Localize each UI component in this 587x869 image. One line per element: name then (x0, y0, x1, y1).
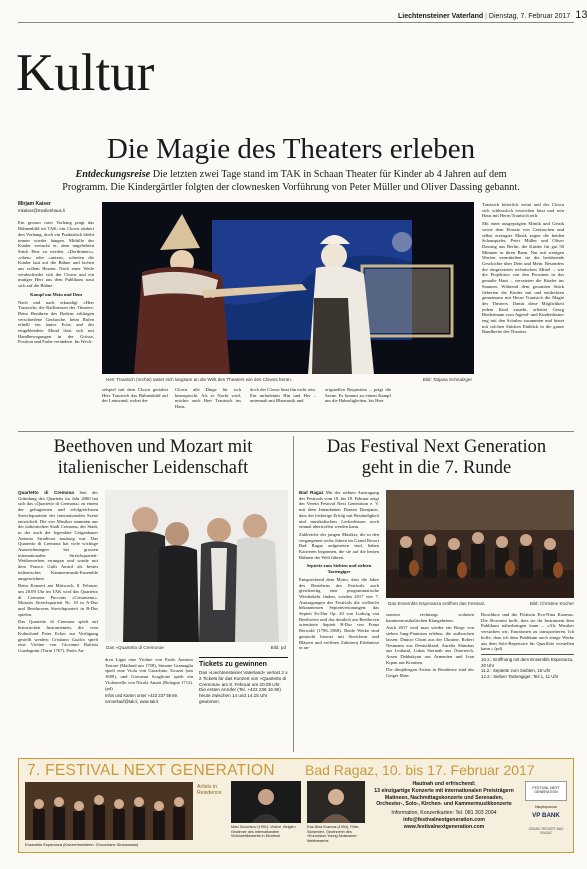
lead-col1-paragraph-2: Nach und nach erkundigt »Herr Trautsich« die Raffinessen des Theaters: Beim Berühren des Bodens erklingen verschiedene Geräusche, beim Rufen erhellt ein lautes Echo und der eingeblendete Mond lässt sich mit Handbewegungen in der Grösse, Position und Farbe verändern. Im Wech- (18, 299, 94, 345)
ticket-box-title: Tickets zu gewinnen (199, 661, 267, 668)
artist2-photo (307, 781, 365, 823)
lead-intro (60, 168, 522, 194)
article3-col1-paragraph-3: Entsprechend dem Motto, dass die Jahre des Bestehens des Festivals auch gleichzeitig eine programmatische Wiederkehr finden, werden 2017 vier 7. Austragungen des Festivals die vielleicht bekanntesten Septettvertonungen: das Septett Es-Dur Op. 20 von Ludwig van Beethoven und das deutlich am Beethoven orientierte Septett B-Dur von Franz Berwald (1796–1868). Beide Werke sind gemischt besetzt mit Streichern und Bläsern und eröffnen Zuhörern Erlebnisse in an- (299, 576, 379, 651)
resort-logo: GRAND RESORT BAD RAGAZ (528, 827, 564, 836)
ad-title: 7. FESTIVAL NEXT GENERATION (27, 762, 275, 779)
lead-column-3: Clown alle Dinge für sich beansprucht. Als es Nacht wird, möchte auch Herr Trautsich ins Haus, (175, 387, 241, 410)
article2-headline-line1: Beethoven und Mozart mit (53, 437, 253, 457)
page-number: 13 (575, 9, 587, 21)
article3-column-2 (386, 612, 474, 752)
ad-line: Orchester-, Solo-, Kirchen- und Kammermusikkonzerte (376, 801, 512, 808)
ad-line: www.festivalnextgeneration.com (403, 823, 485, 830)
lead-photo (102, 202, 474, 374)
vertical-rule (293, 436, 294, 752)
article3-photo-caption: Das Ensemble Esperanza eröffnet das Festival. (388, 601, 485, 606)
schedule-item: 12.2.: Sieben Tastengiger, Teil 1, 11 Uhr (481, 673, 559, 679)
article2-photo (105, 490, 288, 642)
festival-logo: FESTIVAL NEXT GENERATION (525, 781, 567, 801)
lead-column-6 (482, 202, 564, 428)
ticket-box-text: Das »Liechtensteiner Vaterland« verlost 2 x 2 Tickets für das Konzert von »Quartetto di Cremona« am 8. Februar um 20.09 Uhr. Die ersten Anrufer (Tel. +423 236 16 90) heute zwischen 14 und 14.15 Uhr gewinnen. (199, 670, 288, 704)
ad-photo-caption: Ensemble Esperanza (Konzertmeisterin: Chouchane Siranossian) (25, 842, 139, 847)
newspaper-name: Liechtensteiner Vaterland (398, 13, 484, 20)
article3-headline-line1: Das Festival Next Generation (326, 437, 547, 457)
lead-col1-paragraph: Ein grosser roter Vorhang prägt das Bühnenbild im TAK; ein Clown säubert den Vorhang, doch ein Punktstück bleibt immer wieder hängen. Mithilfe der Kinder versucht er, dem ungeliebten Stück Herr zu werden. »Dorthinters«, »oben« oder »unten«, schreien die Kinder laut auf die Bühne und lachen aus vollem Herzen. Nach einer Weile verabschiedet sich der Clown und ein mutiger Herr aus dem Publikum traut sich auf die Bühne. (18, 220, 94, 289)
article2-lead-bold: Quartetto di Cremona (18, 490, 74, 495)
sponsor-logo: VP BANK (532, 812, 560, 819)
ad-line: Hautnah und erfrischend: (412, 781, 476, 787)
schedule-item: 11.2.: Septette zum Siebten, 16 Uhr (481, 668, 551, 674)
lead-photo-credit: Bild: Tatjana Schnalzger (422, 377, 472, 382)
article2-col1-paragraph-2: Beim Konzert am Mittwoch, 8. Februar, um 20.09 Uhr im TAK wird das Quartetto di Cremona Puccinis »Crisantemi«, Mozarts Streichquartett Nr. 18 in A-Dur und Beethovens Streichquartett in B-Dur spielen. (18, 583, 98, 617)
lead-column-5: originellen Requisiten – prägt die Szene. Es kommt zu einem Kampf um die Habseligkeiten, bis Herr (325, 387, 391, 404)
article3-headline-line2: geht in die 7. Runde (361, 458, 512, 478)
ad-line: 13 einzigartige Konzerte mit internationalen Preisträgern (374, 787, 514, 794)
lead-headline: Die Magie des Theaters erleben (106, 133, 476, 165)
ad-artists-label: Artists in Residence (197, 784, 222, 797)
article3-column-1 (299, 490, 379, 752)
issue-date: Dienstag, 7. Februar 2017 (488, 13, 571, 20)
article3-col1-paragraph (299, 490, 379, 530)
article3-col1-paragraph-2: Zahlreiche der jungen Musiker, die in den vergangenen sechs Jahren im Grand Resort Bad Ragaz aufgetreten sind, haben Karrieren begonnen, die sie auf die besten Bühnen der Welt führen. (299, 531, 379, 560)
ad-line: info@festivalnextgeneration.com (403, 816, 485, 823)
article3-col2-paragraph-2: Auch 2017 wird man wieder ein Riege von sieben Jung-Pianisten erleben, die aufhorchen lassen: Dmitro Choni aus der Ukraine, Robert Neumann aus Deutschland, Aurelia Shimkus aus Lettland, Lukas Sternath aus Österreich, Arsen Dabbakyan aus Armenien und Ivan Krpan aus Kroatien. (386, 625, 474, 665)
artist2-caption: Eva-Nina Kozmus (1994), Flöte, Slowenien, Gewinnerin des »Eurovision Young Musicians« Wettbewerbs (307, 825, 360, 843)
article3-col2-paragraph-3: Die diesjährigen Artists in Residence sind der Geiger Marc (386, 667, 474, 679)
ad-dates: Bad Ragaz, 10. bis 17. Februar 2017 (305, 762, 535, 778)
article3-subheading: Septette zum Siebten und siebten Tastengiger (306, 563, 372, 575)
article2-photo-credit: Bild: pd (270, 645, 286, 650)
masthead-line: Liechtensteiner Vaterland | Dienstag, 7. Februar 2017 13 (398, 9, 587, 21)
author-email: mkaiser@medienhaus.li (18, 207, 65, 213)
lead-photo-caption: Herr Trautsich (rechts) tastet sich langsam an die Welt des Theaters wie des Clowns heran. (106, 377, 292, 382)
article3-column-3 (481, 612, 574, 752)
lead-column-2: selspiel mit dem Clown gestaltet Herr Trautsich das Bühnenbild auf der Leinwand, wobei der (102, 387, 168, 404)
lead-column-4: doch der Clown lässt ihn nicht rein. Ein turbulentes Hin und Her – untermalt mit Blasmusik und (250, 387, 316, 404)
schedule (481, 654, 574, 679)
artist1-caption: Marc Bouchkov (1991), Violine, Belgien. Gewinner des Internationalen Violinwettbewerbs in Montreal (231, 825, 297, 839)
article2-column-2 (105, 657, 193, 752)
article2-headline-line2: italienischer Leidenschaft (57, 458, 249, 478)
article3-col2-paragraph: sonsten rechtungs wohnten kammermusikalischen Klangebenen. (386, 612, 474, 623)
article2-photo-caption: Das »Quartetto di Cremona« (106, 645, 165, 650)
article3-col1-text: Mit der siebten Austragung des Festivals vom 10. bis 18. Februar zeigt der Verein Festival Next Generation e. V. mit dem Intendanten Drazen Domjanic, dass der bisherige Erfolg mit Beständigkeit und musikalischen Leckerbissen noch einmal übertroffen werden kann. (299, 490, 379, 530)
lead-kicker: Entdeckungsreise (75, 169, 151, 180)
article2-col2-paragraph: drea Lippi eine Violine von Paolo Antonio Testore (Mailand um 1758), Simone Gramaglia spielt eine Viola von Gioachino Torazzi (um 1680), und Giovanni Scaglione spielt ein Violoncello von Nicola Amati (Bologna 1712). (pd) (105, 657, 193, 691)
lead-col6-paragraph-2: Mit einer ausgeprägten Mimik und Gestik sowie dem Einsatz von Geräuschen und selbst erzeugter Musik zogen die beiden Schauspieler, Peter Müller und Oliver Dassing aus Berlin, die Kinder für gut 50 Minuten in ihren Bann. Nur mit wenigen Worten vermittelten sie die berührende Geschichte über Dein und Mein. Besonders die eingesetzten technischen Mittel – wie die Projektion von den Personen in das gemalte Haus – versetzten die Kinder ins Staunen. Während dem gesamten Stück fieberten die Kinder mit und entdeckten gemeinsam mit Herrn Trautsich die Magie des Theaters. Damit diese Möglichkeit jedem Kind zusteht, arbeitet Georg Biedermann vom Jugend- und Kindertheater eng mit den Schulen zusammen und bietet mit solchen Stücken Einblick in die ganze Bandbreite des Theaters. (482, 221, 564, 335)
ad-photo (25, 782, 193, 840)
article3-lead-bold: Bad Ragaz (299, 490, 324, 495)
lead-column-1 (18, 202, 94, 428)
festival-ad (18, 758, 574, 853)
ad-line: Information, Konzertkarten: Tel. 081 303 2004 (391, 810, 497, 817)
article2-column-1 (18, 490, 98, 752)
schedule-item: 10.2.: Eröffnung mit dem Ensemble Esperanza, 20 Uhr (481, 656, 574, 668)
article2-col1-text: Seit der Gründung des Quartetts im Jahr 2000 hat sich das »Quartetto di Cremona« zu einem der gefragtesten und erfolgreichsten Streichquartette der internationalen Szene entwickelt. Die vier Musiker stammen aus der italienischen Stadt Cremona, der Stadt, in der auch der legendäre Geigenbauer Antonio Stradivari ansässig war. Das Quartetto di Cremona hat viele wichtige Auszeichnungen bei grossen internationalen Streichquartett-Wettbewerben errungen und wurde mit dem Franco Gulli Award als bestes italienisches Kammermusik-Ensemble ausgezeichnet. (18, 490, 98, 581)
lead-intro-text: Die letzten zwei Tage stand im TAK in Schaan Theater für Kinder ab 4 Jahren auf dem Programm. Die Kindergärtler folgten der clownesken Vorführung von Peter Müller und Oliver Dassing gebannt. (62, 169, 520, 193)
article2-info: Infos und Karten unter +423 237 59 69, vorverkauf@tak.li, www.tak.li (105, 693, 178, 704)
lead-col6-paragraph: Trautsich bitterlich weint und der Clown sich schliesslich erweichen lässt und sein Haus mit Herrn Trautsich teilt. (482, 202, 564, 219)
article3-col3-paragraph: Bouchkov und die Flötistin Eva-Nina Kozmus. Die Slowenin hofft, dass sie ihr Instrument dem Publikum näherbringen kann – »Als Musiker versuchen wir, Emotionen zu transportieren. Ich hoffe, dass ich dem Publikum auch einige Werke aus dem Solo-Repertoire für Querflöte vorstellen kann.« (pd) (481, 612, 574, 652)
ad-info-block (369, 781, 519, 831)
author-name: Mirjam Kaiser (18, 201, 51, 207)
article2-col1-paragraph (18, 490, 98, 581)
article3-photo-credit: Bild: Christine Kocher (529, 601, 574, 606)
header-rule (18, 22, 574, 23)
lead-subheading: Kampf um Mein und Dein (30, 291, 82, 297)
ad-line: Matineen, Nachmittagskonzerte und Serenaden, (384, 794, 504, 801)
article2-headline (18, 437, 288, 479)
article2-col1-paragraph-3: Das Quartetto di Cremona spielt auf historischen Instrumenten, die vom Kulturfond Peter Eckes zur Verfügung gestellt werden: Cristiano Gualco spielt eine Violine von Giovanni Battista Guadagnini (Turin 1767), Paolo An- (18, 619, 98, 653)
section-rule (18, 431, 574, 432)
article3-photo (386, 490, 574, 598)
section-title: Kultur (16, 44, 155, 102)
artist1-photo (231, 781, 301, 823)
article3-headline (299, 437, 574, 479)
sponsor-label: Hauptsponsor (534, 805, 558, 809)
ticket-box (199, 657, 288, 753)
